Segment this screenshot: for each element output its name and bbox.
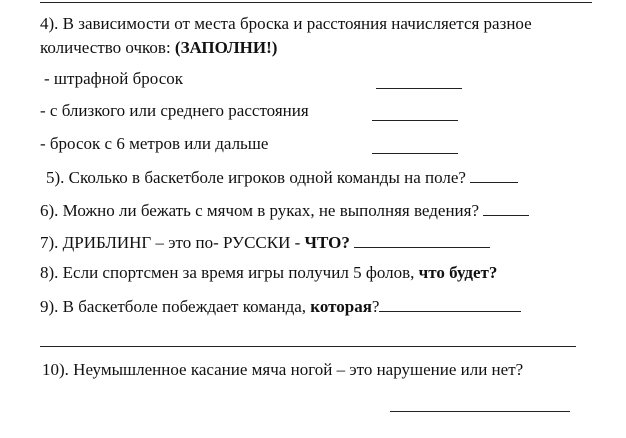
q9-text: 9). В баскетболе побеждает команда,	[40, 297, 311, 316]
q9-answer-blank[interactable]	[379, 296, 521, 312]
top-divider	[40, 2, 592, 3]
q4-item-long-range: - бросок с 6 метров или дальше	[40, 134, 269, 153]
q7-line	[40, 232, 490, 253]
q5-line	[46, 167, 518, 188]
q4-fill-instruction: (ЗАПОЛНИ!)	[174, 38, 278, 57]
q10-line: 10). Неумышленное касание мяча ногой – это нарушение или нет?	[42, 360, 524, 379]
q4-line1: 4). В зависимости от места броска и расстояния начисляется разное	[40, 14, 532, 33]
q5-text: 5). Сколько в баскетболе игроков одной команды на поле?	[46, 168, 471, 187]
q4-answer-blank-1[interactable]	[376, 88, 462, 89]
q7-text: 7). ДРИБЛИНГ – это по- РУССКИ -	[40, 233, 305, 252]
q7-bold: ЧТО?	[304, 233, 350, 252]
q4-line2	[40, 38, 277, 58]
q4-answer-blank-2[interactable]	[372, 120, 458, 121]
q6-text: 6). Можно ли бежать с мячом в руках, не выполняя ведения?	[40, 201, 484, 220]
q6-answer-blank[interactable]	[483, 200, 529, 216]
q9-bold: которая	[310, 297, 372, 316]
q8-line	[40, 263, 497, 283]
q8-bold: что будет?	[418, 263, 498, 282]
q6-line	[40, 200, 529, 221]
q9-question-mark: ?	[371, 297, 380, 316]
q9-line	[40, 296, 521, 317]
q8-text: 8). Если спортсмен за время игры получил 5 фолов,	[40, 263, 419, 282]
q4-item-mid-range: - с близкого или среднего расстояния	[40, 101, 309, 120]
q4-item-free-throw: - штрафной бросок	[44, 69, 184, 88]
q5-answer-blank[interactable]	[470, 167, 518, 183]
q4-line2-text: количество очков:	[40, 38, 175, 57]
q4-answer-blank-3[interactable]	[372, 153, 458, 154]
q9-extra-answer-line[interactable]	[40, 346, 576, 347]
q10-answer-blank[interactable]	[390, 411, 570, 412]
q7-answer-blank[interactable]	[354, 232, 490, 248]
